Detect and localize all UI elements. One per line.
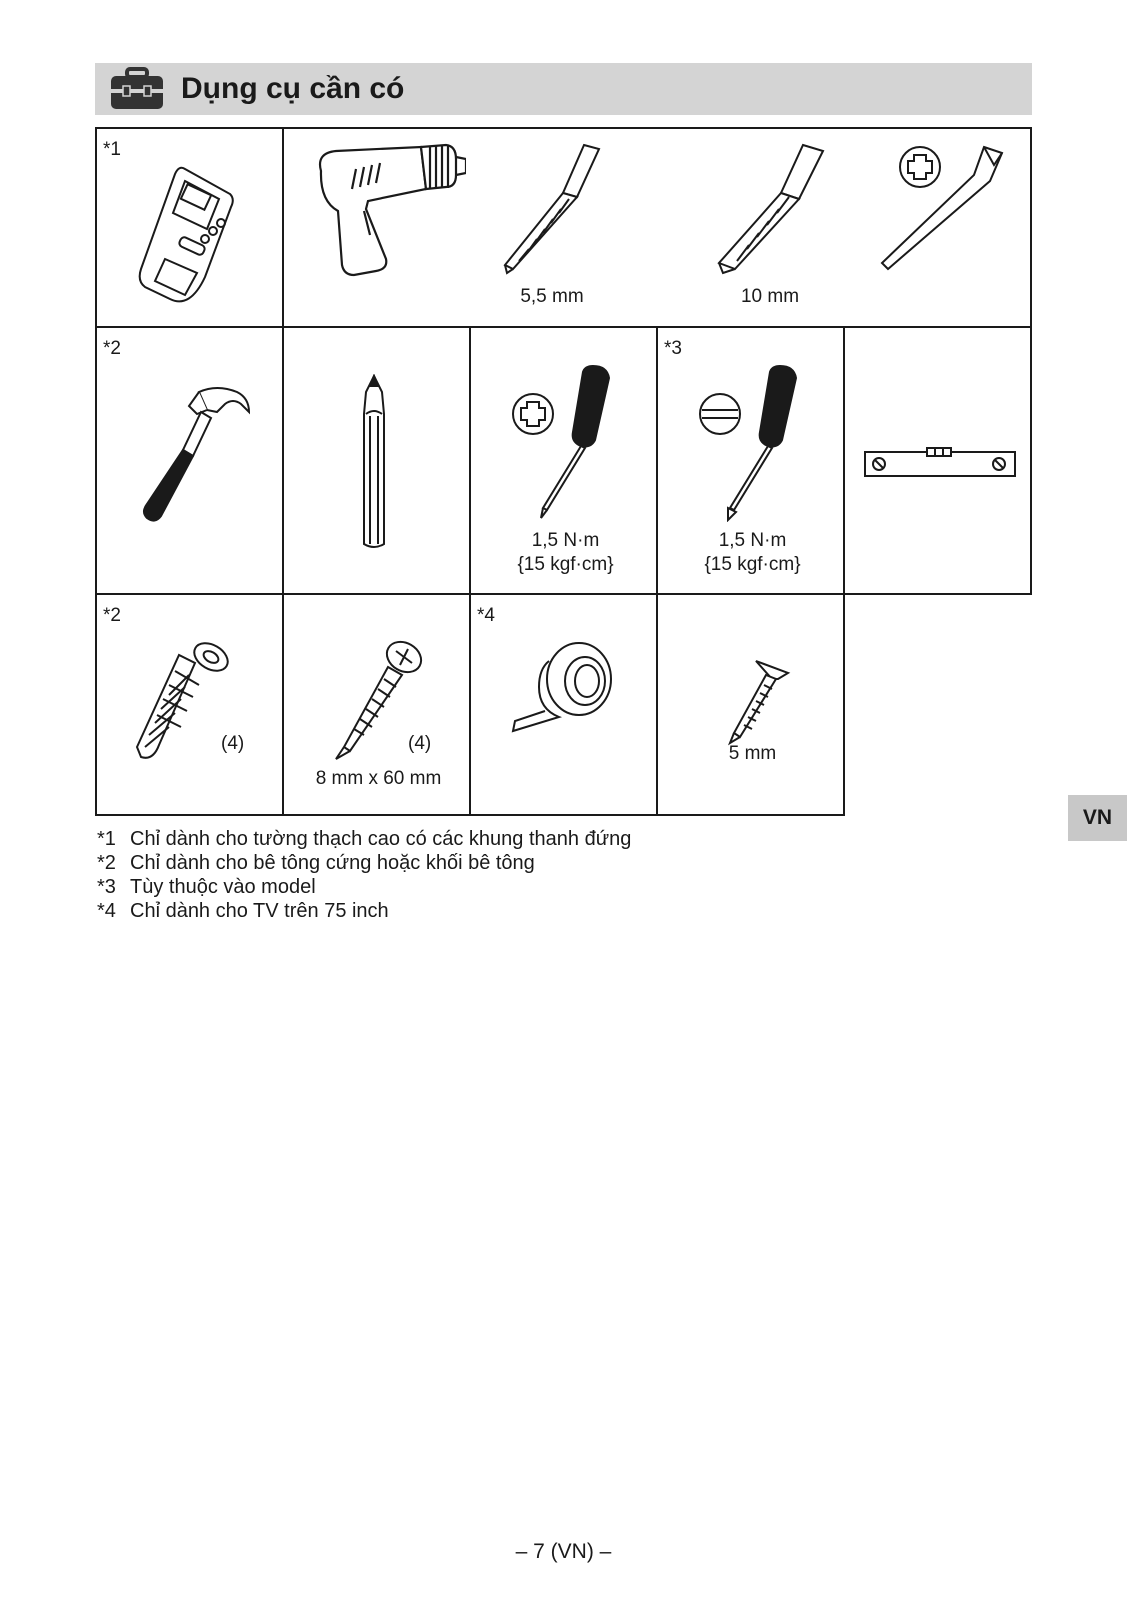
cell-flat-screwdriver [656,326,845,595]
cell-phillips-screwdriver [469,326,658,595]
screw-size-caption: 8 mm x 60 mm [315,768,442,789]
footnote-1 [97,827,631,851]
footnote-text: Chỉ dành cho TV trên 75 inch [130,900,389,922]
page-title: Dụng cụ cần có [181,72,405,105]
cell-hammer [95,326,284,595]
phillips-screwdriver-icon [511,362,631,522]
footnote-text: Tùy thuộc vào model [130,876,316,898]
footnote-mark: *4 [97,900,116,922]
footnote-mark: *1 [97,828,116,850]
section-header [95,63,1032,115]
note-mark: *2 [103,605,121,626]
phillips-torque-alt-caption: {15 kgf·cm} [517,554,614,575]
drill-bit-small-icon [499,141,609,276]
footnote-2 [97,851,631,875]
drill-bit-large-icon [711,141,831,276]
phillips-torque-caption: 1,5 N·m [531,530,600,551]
note-mark: *4 [477,605,495,626]
page-number: – 7 (VN) – [515,1540,612,1563]
footnote-mark: *3 [97,876,116,898]
footnote-3 [97,875,631,899]
cell-screw [282,593,471,816]
drill-bit-small-caption: 5,5 mm [520,286,584,307]
phillips-bit-icon [880,141,1015,276]
cell-stud-finder [95,127,284,328]
drill-bit-large-caption: 10 mm [740,286,800,307]
screw-qty-caption: (4) [408,733,432,754]
footnote-mark: *2 [97,852,116,874]
tape-roll-icon [509,639,619,739]
cell-drill-and-bits [282,127,1032,328]
flat-torque-alt-caption: {15 kgf·cm} [704,554,801,575]
flat-screwdriver-icon [698,362,818,522]
hammer-icon [137,384,257,534]
cell-nail [656,593,845,816]
stud-finder-icon [135,159,245,314]
pencil-icon [354,374,394,554]
anchor-qty-caption: (4) [221,733,245,754]
note-mark: *1 [103,139,121,160]
cell-spirit-level [843,326,1032,595]
footnote-text: Chỉ dành cho tường thạch cao có các khung thanh đứng [130,828,632,850]
footnote-4 [97,899,631,923]
electric-drill-icon [306,141,466,291]
note-mark: *2 [103,338,121,359]
toolbox-icon [109,67,165,111]
cell-wall-anchor [95,593,284,816]
flat-torque-caption: 1,5 N·m [718,530,787,551]
cell-tape [469,593,658,816]
spirit-level-icon [863,446,1018,480]
nail-size-caption: 5 mm [728,743,777,764]
nail-icon [726,651,796,747]
footnote-text: Chỉ dành cho bê tông cứng hoặc khối bê tông [130,852,535,874]
language-tab: VN [1068,795,1127,841]
footnotes [97,827,631,923]
cell-pencil [282,326,471,595]
note-mark: *3 [664,338,682,359]
